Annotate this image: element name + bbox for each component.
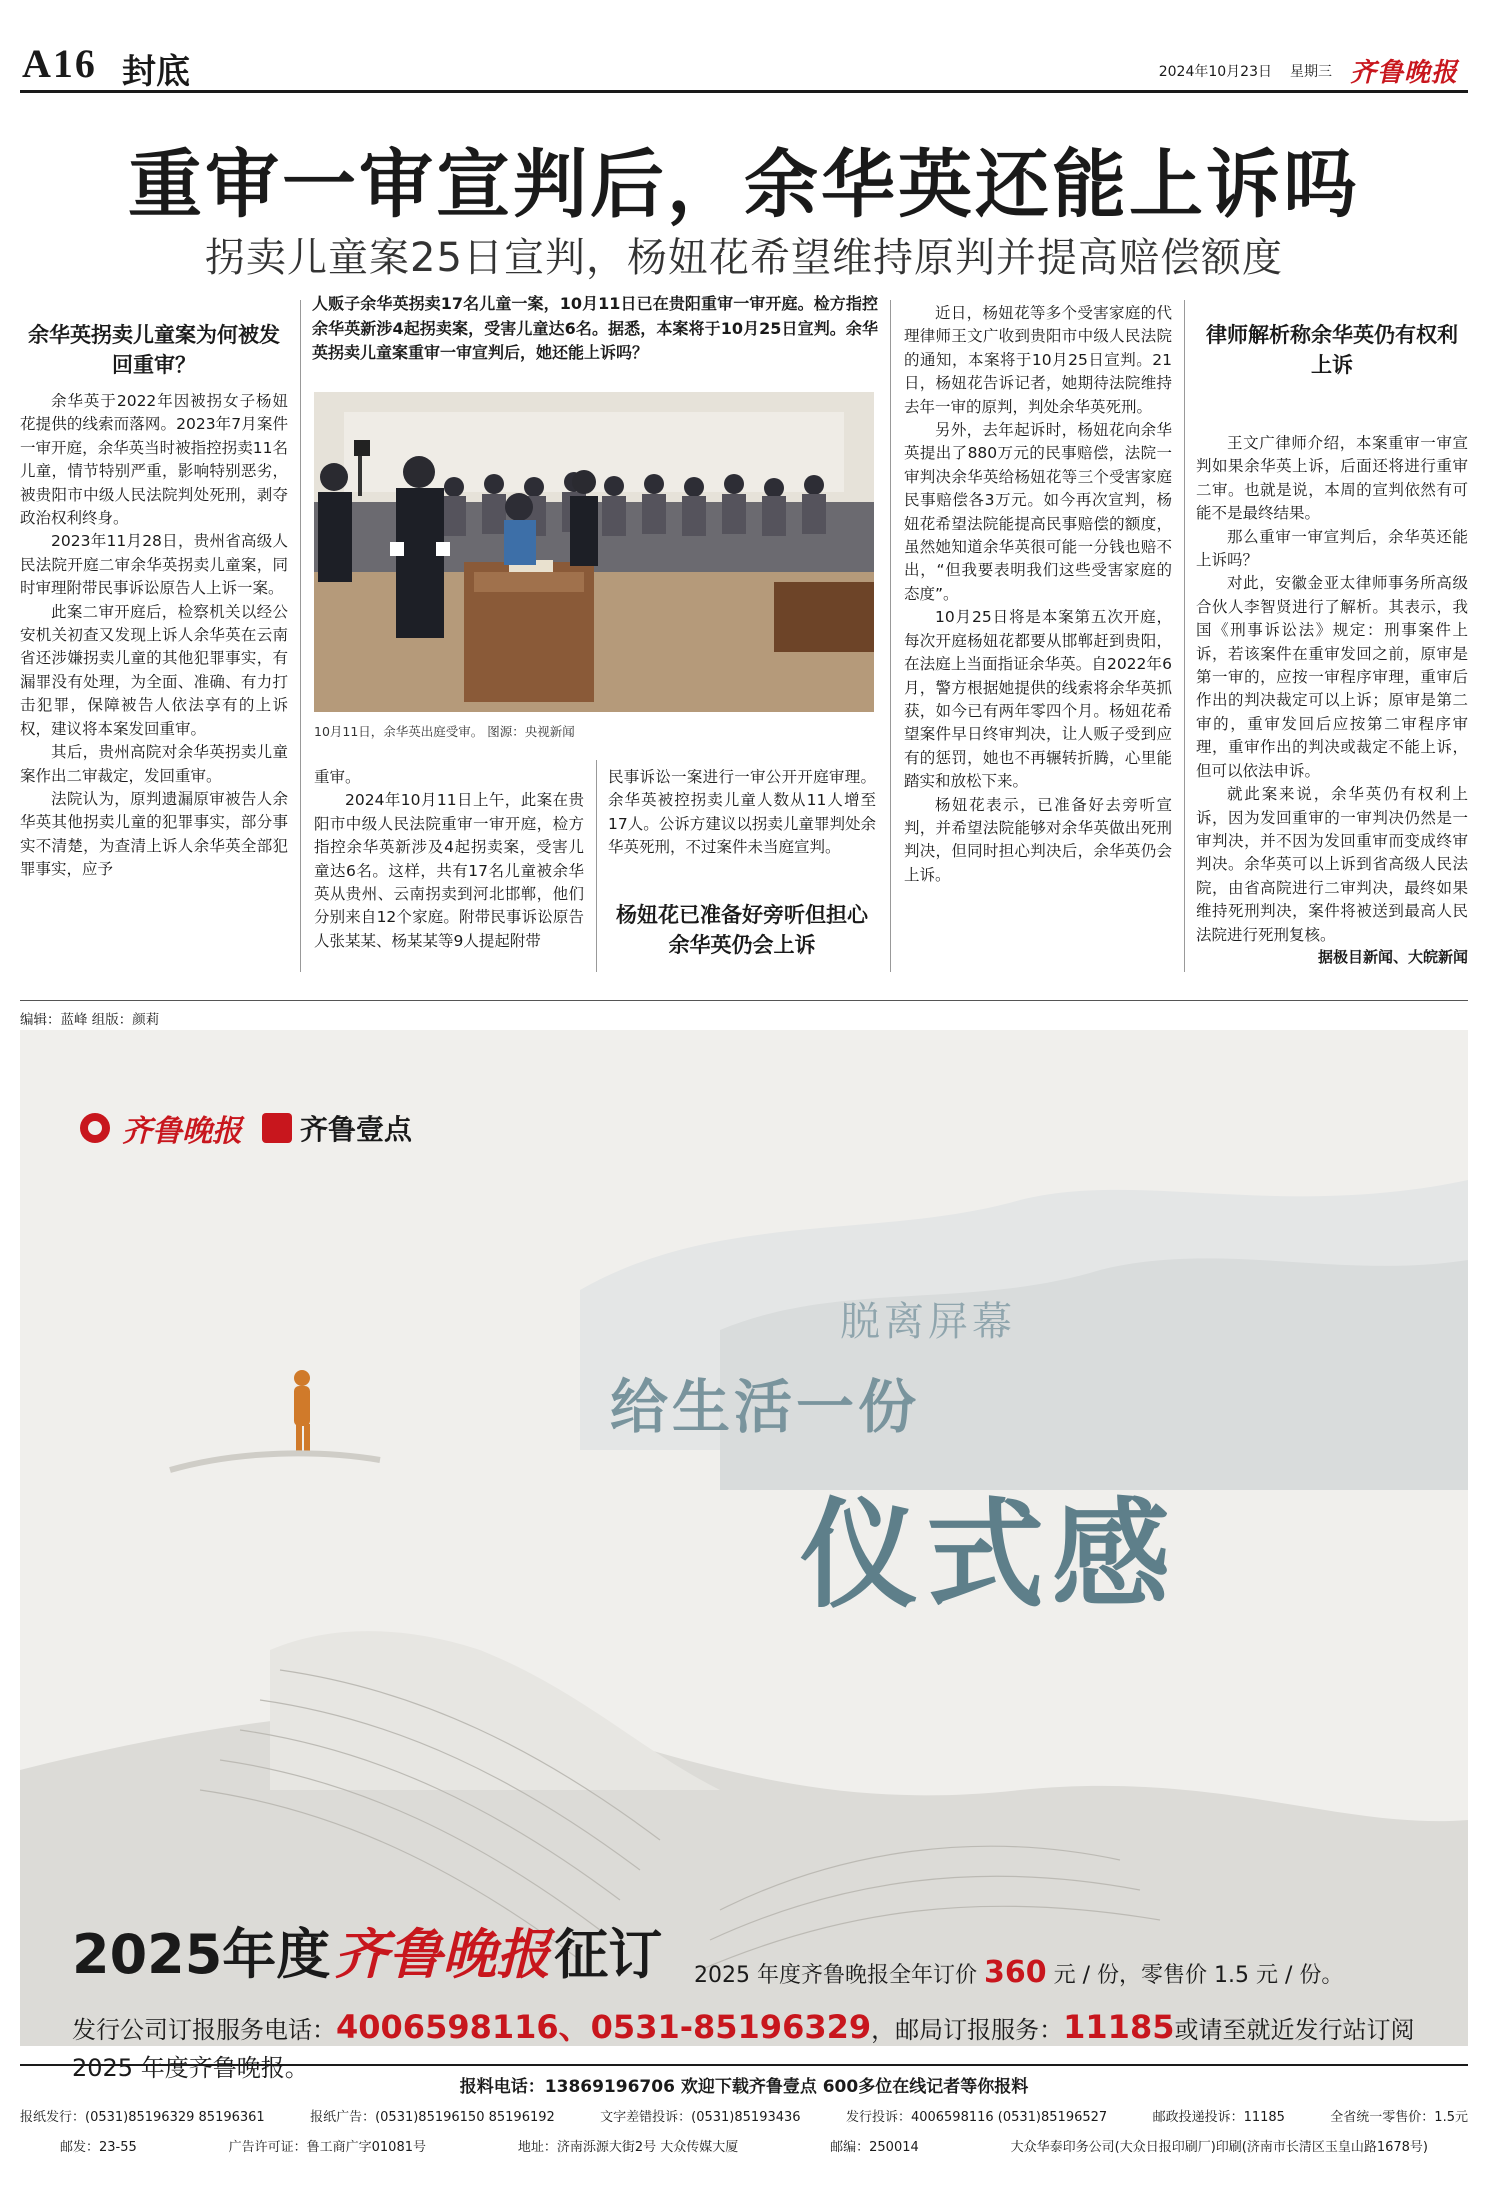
col5-paragraph: 对此，安徽金亚太律师事务所高级合伙人李智贤进行了解析。其表示，我国《刑事诉讼法》规定：刑事案件上诉，若该案件在重审发回之前，原审是第一审的，应按一审程序审理，重审后作出的判决裁定可以上诉；原审是第二审的，重审发回后应按第二审程序审理，重审作出的判决或裁定不能上诉，但可以依法申诉。 <box>1196 574 1468 780</box>
col1-heading: 余华英拐卖儿童案为何被发回重审？ <box>28 322 280 377</box>
subscription-ad <box>20 1030 1468 2082</box>
price-suffix: 元 / 份，零售价 1.5 元 / 份。 <box>1053 1963 1344 1988</box>
col1-paragraph: 2023年11月28日，贵州省高级人民法院开庭二审余华英拐卖儿童案，同时审理附带民事诉讼原告人上诉一案。 <box>20 532 288 598</box>
footer-hotline: 报料电话：13869196706 欢迎下载齐鲁壹点 600多位在线记者等你报料 <box>459 2077 1029 2097</box>
col1-paragraph: 法院认为，原判遗漏原审被告人余华英其他拐卖儿童的犯罪事实，部分事实不清楚，为查清上诉人余华英全部犯罪事实，应予 <box>20 789 288 879</box>
footer-item: 地址：济南泺源大街2号 大众传媒大厦 <box>517 2140 739 2155</box>
footer-item: 大众华泰印务公司(大众日报印刷厂)印刷(济南市长清区玉皇山路1678号) <box>1010 2140 1428 2155</box>
ad-price-line <box>694 1955 1343 1990</box>
col4-paragraph: 另外，去年起诉时，杨妞花向余华英提出了880万元的民事赔偿，法院一审判决余华英给杨妞花等三个受害家庭民事赔偿各3万元。如今再次宣判，杨妞花希望法院能提高民事赔偿的额度，虽然她知道余华英很可能一分钱也赔不出，“但我要表明我们这些受害家庭的态度”。 <box>904 421 1172 603</box>
ad-title-end: 征订 <box>554 1923 663 1986</box>
column-5-heading-box <box>1196 320 1468 390</box>
phone-prefix: 发行公司订报服务电话： <box>72 2016 336 2044</box>
footer-item: 报纸发行：(0531)85196329 85196361 <box>20 2110 265 2125</box>
issue-weekday: 星期三 <box>1289 63 1332 80</box>
courtroom-photo <box>314 392 874 712</box>
column-1 <box>20 320 288 882</box>
col2-paragraph: 重审。 <box>314 768 361 786</box>
post-office-phone: 11185 <box>1063 2008 1175 2046</box>
footer-item: 邮发：23-55 <box>60 2140 137 2155</box>
footer-row-2 <box>20 2136 1468 2155</box>
subscription-phone: 4006598116、0531-85196329 <box>336 2008 872 2046</box>
article-intro: 人贩子余华英拐卖17名儿童一案，10月11日已在贵阳重审一审开庭。检方指控余华英新涉4起拐卖案，受害儿童达6名。据悉，本案将于10月25日宣判。余华英拐卖儿童案重审一审宣判后，她还能上诉吗？ <box>312 294 878 362</box>
photo-caption: 10月11日，余华英出庭受审。 图源：央视新闻 <box>314 724 575 739</box>
col4-paragraph: 近日，杨妞花等多个受害家庭的代理律师王文广收到贵阳市中级人民法院的通知，本案将于10月25日宣判。21日，杨妞花告诉记者，她期待法院维持去年一审的原判，判处余华英死刑。 <box>904 304 1172 416</box>
col5-heading: 律师解析称余华英仍有权利上诉 <box>1206 322 1458 377</box>
col5-paragraph: 那么重审一审宣判后，余华英还能上诉吗？ <box>1196 527 1468 570</box>
phone-suffix: 或请至就近发行站订阅 2025 年度齐鲁晚报。 <box>72 2016 1415 2082</box>
column-3 <box>608 766 876 860</box>
footer-row-1 <box>20 2106 1468 2125</box>
ad-slogan-line2: 给生活一份 <box>610 1373 921 1441</box>
header-info <box>1159 52 1458 89</box>
column-divider <box>300 300 301 972</box>
col1-paragraph: 此案二审开庭后，检察机关以经公安机关初查又发现上诉人余华英在云南省还涉嫌拐卖儿童的其他犯罪事实，有漏罪没有处理，为全面、准确、有力打击犯罪，保障被告人依法享有的上诉权，建议将本案发回重审。 <box>20 602 288 738</box>
subheadline: 拐卖儿童案25日宣判，杨妞花希望维持原判并提高赔偿额度 <box>205 235 1283 281</box>
col3-heading: 杨妞花已准备好旁听但担心余华英仍会上诉 <box>616 902 868 957</box>
header-rule <box>20 90 1468 93</box>
page-number: A16 <box>22 41 97 86</box>
ad-title-year: 2025年度 <box>72 1923 331 1986</box>
footer-item: 文字差错投诉：(0531)85193436 <box>600 2110 801 2125</box>
person-figure <box>294 1370 310 1454</box>
brand-sun-icon <box>78 1111 112 1145</box>
editor-rule <box>20 1000 1468 1001</box>
ad-landscape-art <box>20 1030 1468 2046</box>
headline: 重审一审宣判后，余华英还能上诉吗 <box>128 142 1360 228</box>
col2-paragraph: 2024年10月11日上午，此案在贵阳市中级人民法院重审一审开庭，检方指控余华英新涉及4起拐卖案，受害儿童达6名。这样，共有17名儿童被余华英从贵州、云南拐卖到河北邯郸，他们分别来自12个家庭。附带民事诉讼原告人张某某、杨某某等9人提起附带 <box>314 791 584 950</box>
courtroom-photo-art <box>314 392 874 712</box>
ad-brand-logo <box>78 1106 242 1150</box>
section-name: 封底 <box>122 52 190 92</box>
ad-app-name: 齐鲁壹点 <box>300 1113 413 1146</box>
column-divider <box>890 300 891 972</box>
col4-paragraph: 10月25日将是本案第五次开庭，每次开庭杨妞花都要从邯郸赶到贵阳，在法庭上当面指证余华英。自2022年6月，警方根据她提供的线索将余华英抓获，如今已有两年零四个月。杨妞花希望案件早日终审判决，让人贩子受到应有的惩罚，她也不再辗转折腾，心里能踏实和放松下来。 <box>904 608 1172 791</box>
col3-paragraph: 民事诉讼一案进行一审公开开庭审理。余华英被控拐卖儿童人数从11人增至17人。公诉方建议以拐卖儿童罪判处余华英死刑，不过案件未当庭宣判。 <box>608 768 876 857</box>
col1-paragraph: 其后，贵州高院对余华英拐卖儿童案作出二审裁定，发回重审。 <box>20 743 288 785</box>
app-badge-icon <box>262 1113 292 1143</box>
footer-item: 邮编：250014 <box>830 2140 919 2155</box>
price-prefix: 2025 年度齐鲁晚报全年订价 <box>694 1963 977 1988</box>
ad-title-brand: 齐鲁晚报 <box>334 1922 551 1986</box>
editor-credit: 编辑：蓝峰 组版：颜莉 <box>20 1012 160 1028</box>
col5-paragraph: 就此案来说，余华英仍有权利上诉，因为发回重审的一审判决仍然是一审判决，并不因为发回重审而变成终审判决。余华英可以上诉到省高级人民法院，由省高院进行二审判决，最终如果维持死刑判决，案件将被送到最高人民法院进行死刑复核。 <box>1196 785 1468 944</box>
ad-title <box>72 1912 662 1989</box>
column-2 <box>314 766 584 953</box>
column-divider <box>1184 300 1185 972</box>
ad-brand-name: 齐鲁晚报 <box>122 1114 242 1149</box>
col5-paragraph: 王文广律师介绍，本案重审一审宣判如果余华英上诉，后面还将进行重审二审。也就是说，本周的宣判依然有可能不是最终结果。 <box>1196 434 1468 523</box>
footer-item: 广告许可证：鲁工商广字01081号 <box>228 2140 426 2155</box>
col1-paragraph: 余华英于2022年因被拐女子杨妞花提供的线索而落网。2023年7月案件一审开庭，余华英当时被指控拐卖11名儿童，情节特别严重，影响特别恶劣，被贵阳市中级人民法院判处死刑，剥夺政治权利终身。 <box>20 392 288 528</box>
ad-app-logo <box>262 1108 412 1148</box>
footer-item: 全省统一零售价：1.5元 <box>1330 2110 1468 2125</box>
column-3-heading-box <box>608 900 876 970</box>
footer-item: 发行投诉：4006598116 (0531)85196527 <box>845 2110 1108 2125</box>
col4-paragraph: 杨妞花表示，已准备好去旁听宣判，并希望法院能够对余华英做出死刑判决，但同时担心判决后，余华英仍会上诉。 <box>904 795 1172 884</box>
article-source: 据极目新闻、大皖新闻 <box>1317 948 1468 966</box>
ad-slogan-line3: 仪式感 <box>800 1485 1179 1624</box>
column-4 <box>904 302 1172 887</box>
masthead-logo: 齐鲁晚报 <box>1349 58 1458 88</box>
annual-price: 360 <box>983 1955 1047 1990</box>
footer-rule <box>20 2064 1468 2066</box>
column-divider <box>596 760 597 972</box>
ad-slogan-line1: 脱离屏幕 <box>840 1299 1016 1345</box>
column-5 <box>1196 432 1468 947</box>
issue-date: 2024年10月23日 <box>1158 63 1272 80</box>
phone-mid: ，邮局订报服务： <box>871 2016 1064 2044</box>
footer-item: 报纸广告：(0531)85196150 85196192 <box>310 2110 555 2125</box>
ad-phone-line <box>72 2002 1468 2083</box>
footer-item: 邮政投递投诉：11185 <box>1152 2110 1285 2125</box>
